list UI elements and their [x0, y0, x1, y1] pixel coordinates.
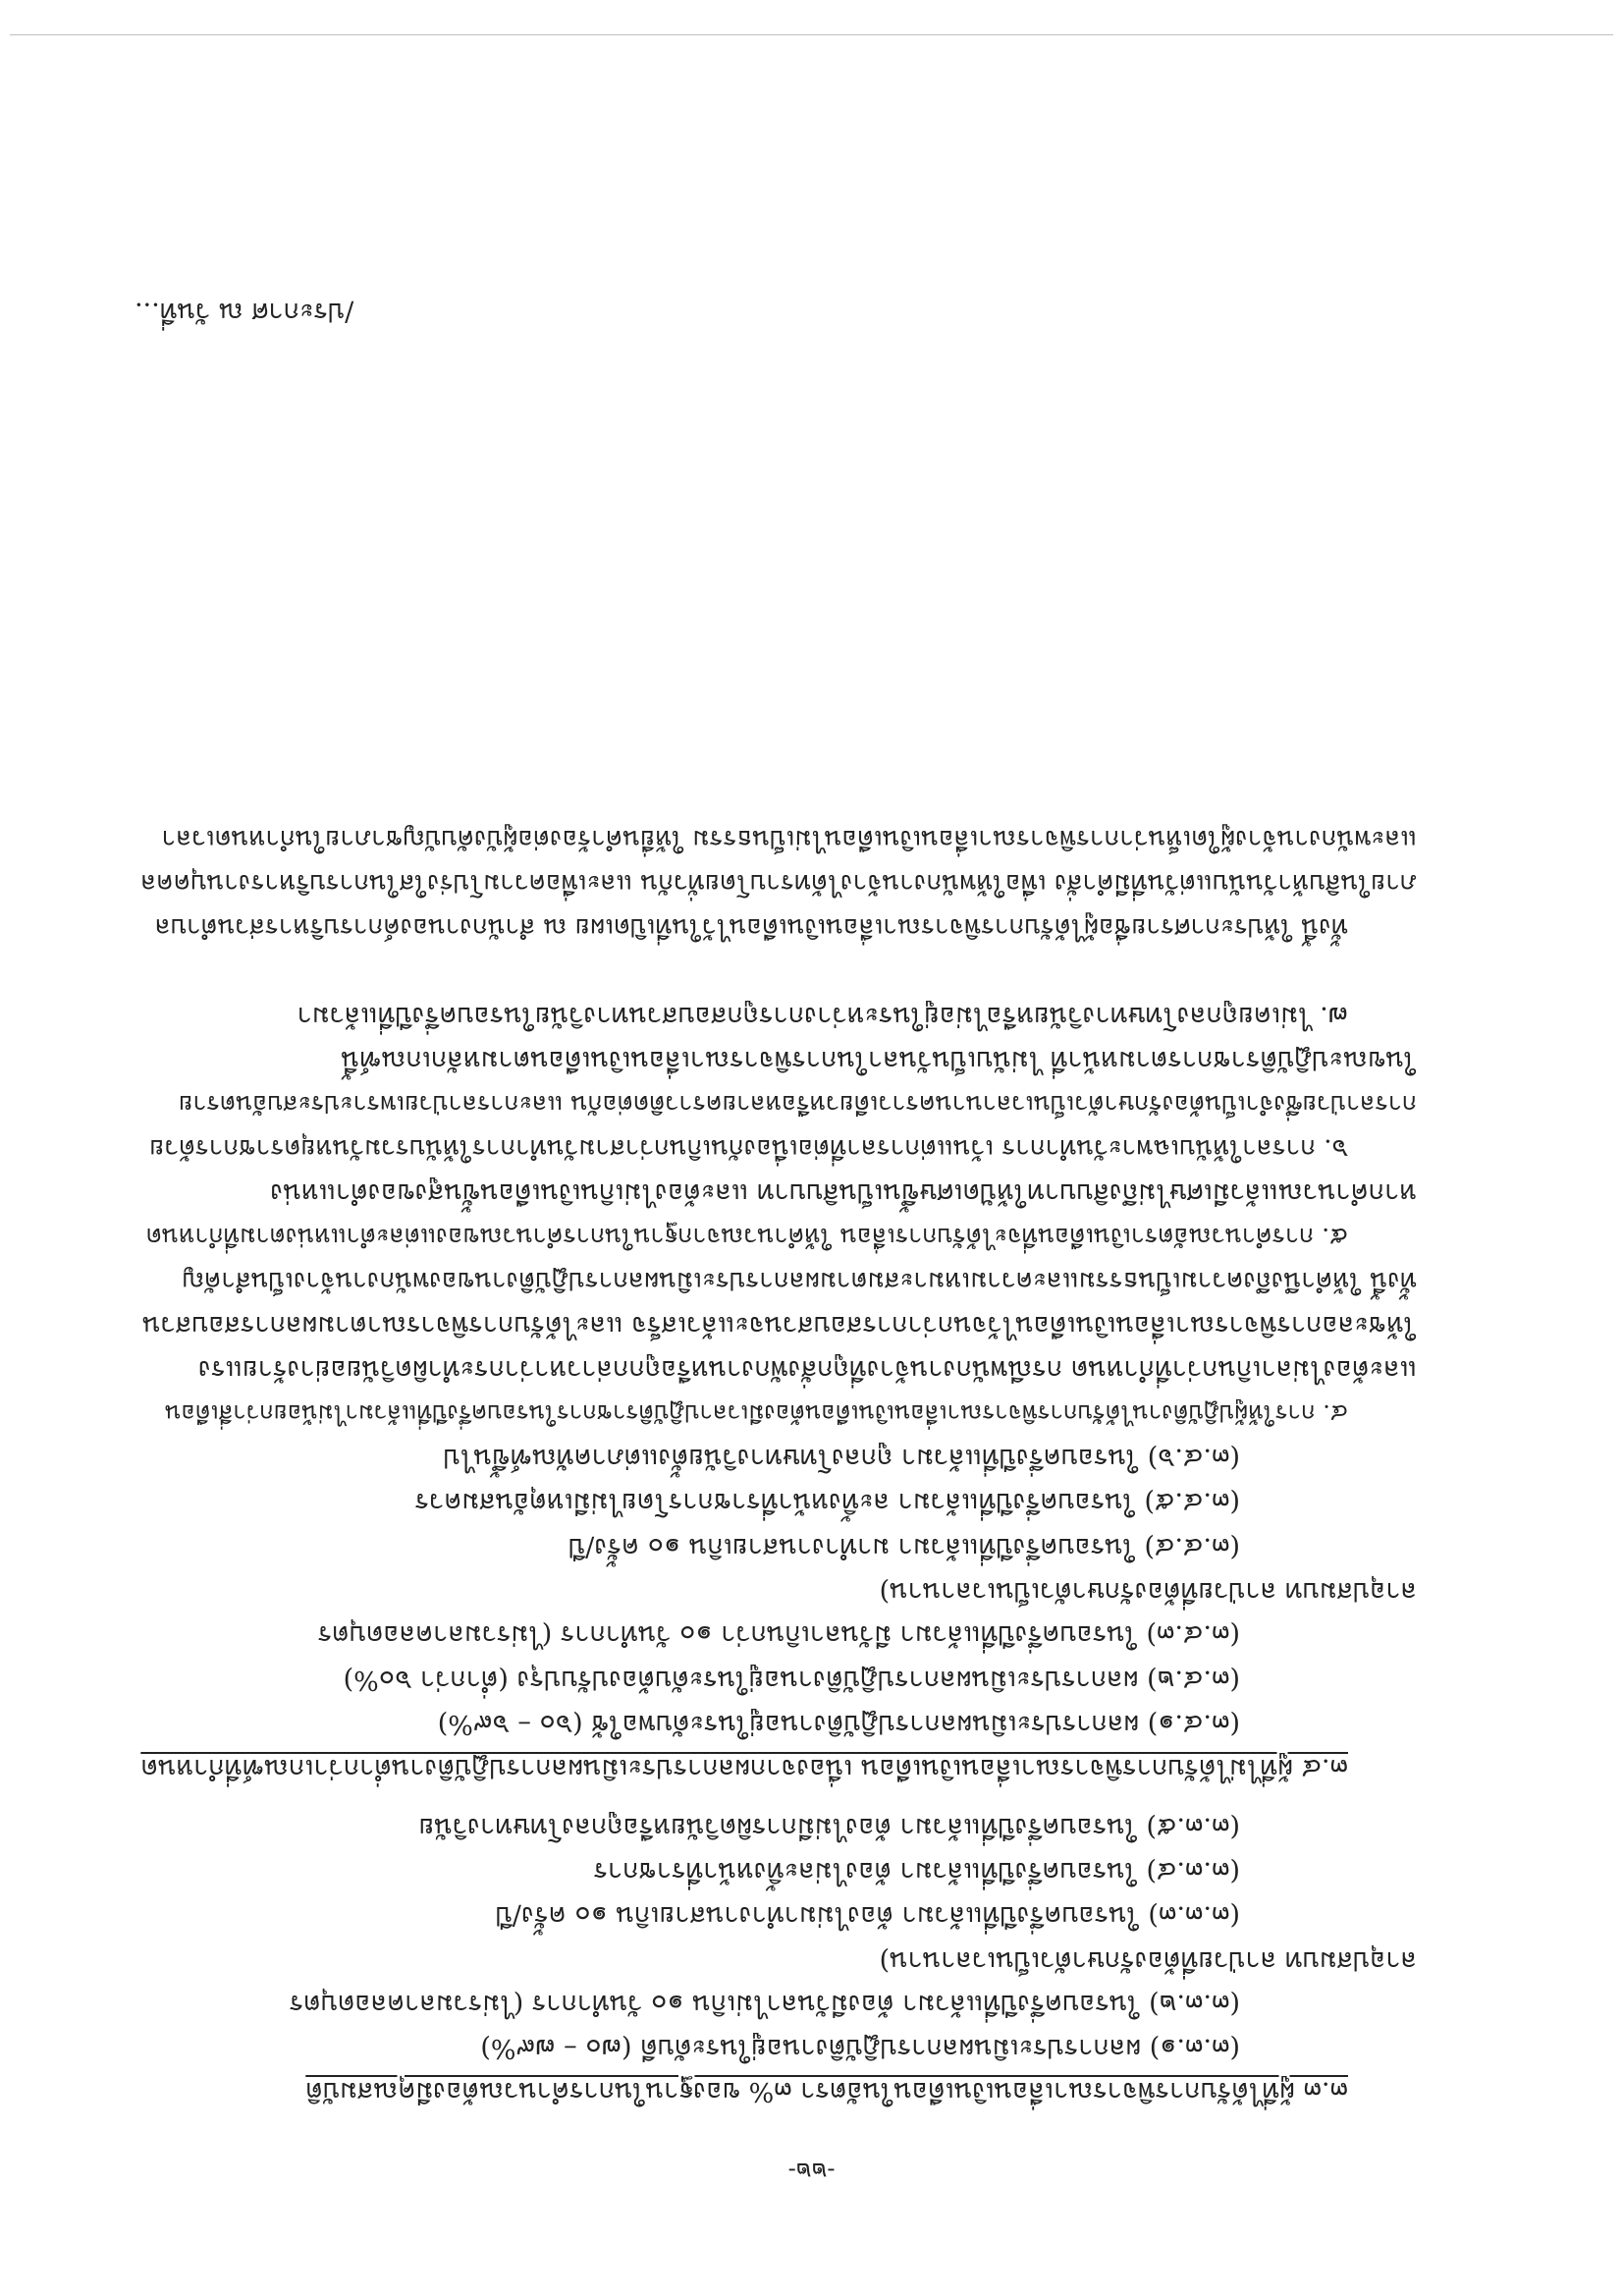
page-number: -๒๒- [787, 2158, 836, 2185]
text-line: (๓.๔.๒) ผลการประเมินผลการปฏิบัติงานอยู่ในระดับต้องปรับปรุง (ต่ำกว่า ๖๐%) [343, 1665, 1240, 1695]
text-line: ลาอุปสมบท ลาป่วยที่ต้องรักษาตัวเป็นเวลานาน) [879, 1576, 1417, 1607]
page-edge-line [10, 34, 1613, 35]
text-line: ทั้งนี้ ให้คำนึงถึงความเป็นธรรมและความเหมาะสมตามผลการประเมินผลการปฏิบัติงานของพนักงานจ้างเป็นสำคัญ [182, 1266, 1417, 1295]
text-line: (๓.๔.๓) ในรอบครึ่งปีที่แล้วมา มีวันลาเกินกว่า ๑๐ วันทำการ (ไม่รวมลาคลอดบุตร [317, 1619, 1240, 1650]
text-line: ให้ชะลอการพิจารณาเลื่อนเงินเดือนไว้จนกว่าการสอบสวนจะแล้วเสร็จ และได้รับการพิจารณาตามผลการสอบสวน [141, 1310, 1417, 1340]
text-line: ๔. การให้ผู้ปฏิบัติงานได้รับการพิจารณาเลื่อนเงินเดือนต้องมีเวลาปฏิบัติราชการในรอบครึ่งปีที่แล้วมาไม่น้อยกว่าสี่เดือน [164, 1399, 1348, 1427]
text-line: (๓.๔.๕) ในรอบครึ่งปีที่แล้วมา ละทิ้งหน้าที่ราชการโดยไม่มีเหตุอันสมควร [414, 1487, 1240, 1517]
text-line: ๕. การคำนวณอัตราเงินเดือนที่จะได้รับการเลื่อน ให้คำนวณจากฐานในการคำนวณของแต่ละตำแหน่งตามที่กำหนด [145, 1223, 1348, 1251]
text-line: (๓.๔.๖) ในรอบครึ่งปีที่แล้วมา ถูกลงโทษทางวินัยตั้งแต่ภาคทัณฑ์ขึ้นไป [443, 1443, 1240, 1473]
text-line: (๓.๓.๔) ในรอบครึ่งปีที่แล้วมา ต้องไม่ละทิ้งหน้าที่ราชการ [593, 1856, 1240, 1886]
text-line: (๓.๔.๔) ในรอบครึ่งปีที่แล้วมา มาทำงานสายเกิน ๑๐ ครั้ง/ปี [568, 1532, 1240, 1562]
text-line: ทั้งนี้ ให้ประกาศรายชื่อผู้ได้รับการพิจารณาเลื่อนเงินเดือนไว้ในที่เปิดเผย ณ สำนักงานองค์การบริหารส่วนตำบล [154, 912, 1348, 942]
text-line: ในขณะปฏิบัติราชการตามหน้าที่ ไม่นับเป็นวันลาในการพิจารณาเลื่อนเงินเดือนตามหลักเกณฑ์นี้ [341, 1045, 1417, 1075]
section-heading: ๓.๓ ผู้ที่ได้รับการพิจารณาเลื่อนเงินเดือนในอัตรา ๓% ของฐานในการคำนวณต้องมีคุณสมบัติ [305, 2076, 1348, 2106]
text-line: ลาอุปสมบท ลาป่วยที่ต้องรักษาตัวเป็นเวลานาน) [879, 1945, 1417, 1976]
text-line: และต้องไม่ลาเกินกว่าที่กำหนด กรณีพนักงานจ้างที่ถูกสั่งพักงานหรือถูกกล่าวหาว่ากระทำผิดวินัยอย่างร้ายแรง [197, 1354, 1417, 1385]
text-line: (๓.๔.๑) ผลการประเมินผลการปฏิบัติงานอยู่ในระดับพอใช้ (๖๐ – ๖๙%) [437, 1709, 1240, 1739]
continuation-text: /ประกาศ ณ วันที่... [135, 297, 354, 327]
text-line: หากคำนวณแล้วมีเศษไม่ถึงสิบบาทให้ปัดเศษขึ้นเป็นสิบบาท และต้องไม่เกินเงินเดือนขั้นสูงของตำแหน่ง [270, 1177, 1417, 1208]
text-line: และพนักงานจ้างผู้ใดเห็นว่าการพิจารณาเลื่อนเงินเดือนไม่เป็นธรรม ให้ยื่นคำร้องต่อผู้บังคับบัญชาภายในกำหนดเวลา [161, 824, 1417, 853]
text-line: (๓.๓.๒) ในรอบครึ่งปีที่แล้วมา ต้องมีวันลาไม่เกิน ๑๐ วันทำการ (ไม่รวมลาคลอดบุตร [289, 1989, 1240, 2019]
text-line: (๓.๓.๓) ในรอบครึ่งปีที่แล้วมา ต้องไม่มาทำงานสายเกิน ๑๐ ครั้ง/ปี [495, 1900, 1240, 1931]
text-line: (๓.๓.๕) ในรอบครึ่งปีที่แล้วมา ต้องไม่มีการผิดวินัยหรือถูกลงโทษทางวินัย [418, 1812, 1240, 1842]
text-line: การลาป่วยซึ่งจำเป็นต้องรักษาตัวเป็นเวลานานคราวเดียวหรือหลายคราวติดต่อกัน และการลาป่วยเพราะประสบอันตราย [178, 1090, 1417, 1119]
text-line: (๓.๓.๑) ผลการประเมินผลการปฏิบัติงานอยู่ในระดับดี (๗๐ – ๗๙%) [480, 2033, 1240, 2063]
text-line: ภายในสิบห้าวันนับแต่วันที่มีคำสั่ง เพื่อให้พนักงานจ้างได้ทราบโดยทั่วกัน และเพื่อความโปร่งใสในการบริหารงานบุคคล [140, 868, 1417, 898]
text-line: ๗. ไม่เคยถูกลงโทษทางวินัยหรือไม่อยู่ในระหว่างการถูกสอบสวนทางวินัยในรอบครึ่งปีที่แล้วมา [297, 1001, 1348, 1031]
text-line: ๖. การลาให้นับเฉพาะวันทำการ เว้นแต่การลาที่ต่อเนื่องกันเกินกว่าสามวันทำการให้นับรวมวันหยุดราชการด้วย [149, 1133, 1348, 1163]
section-heading: ๓.๔ ผู้ที่ไม่ได้รับการพิจารณาเลื่อนเงินเดือน เนื่องจากผลการประเมินผลการปฏิบัติงานต่ำกว่าเกณฑ์ที่กำหนด [140, 1753, 1348, 1783]
